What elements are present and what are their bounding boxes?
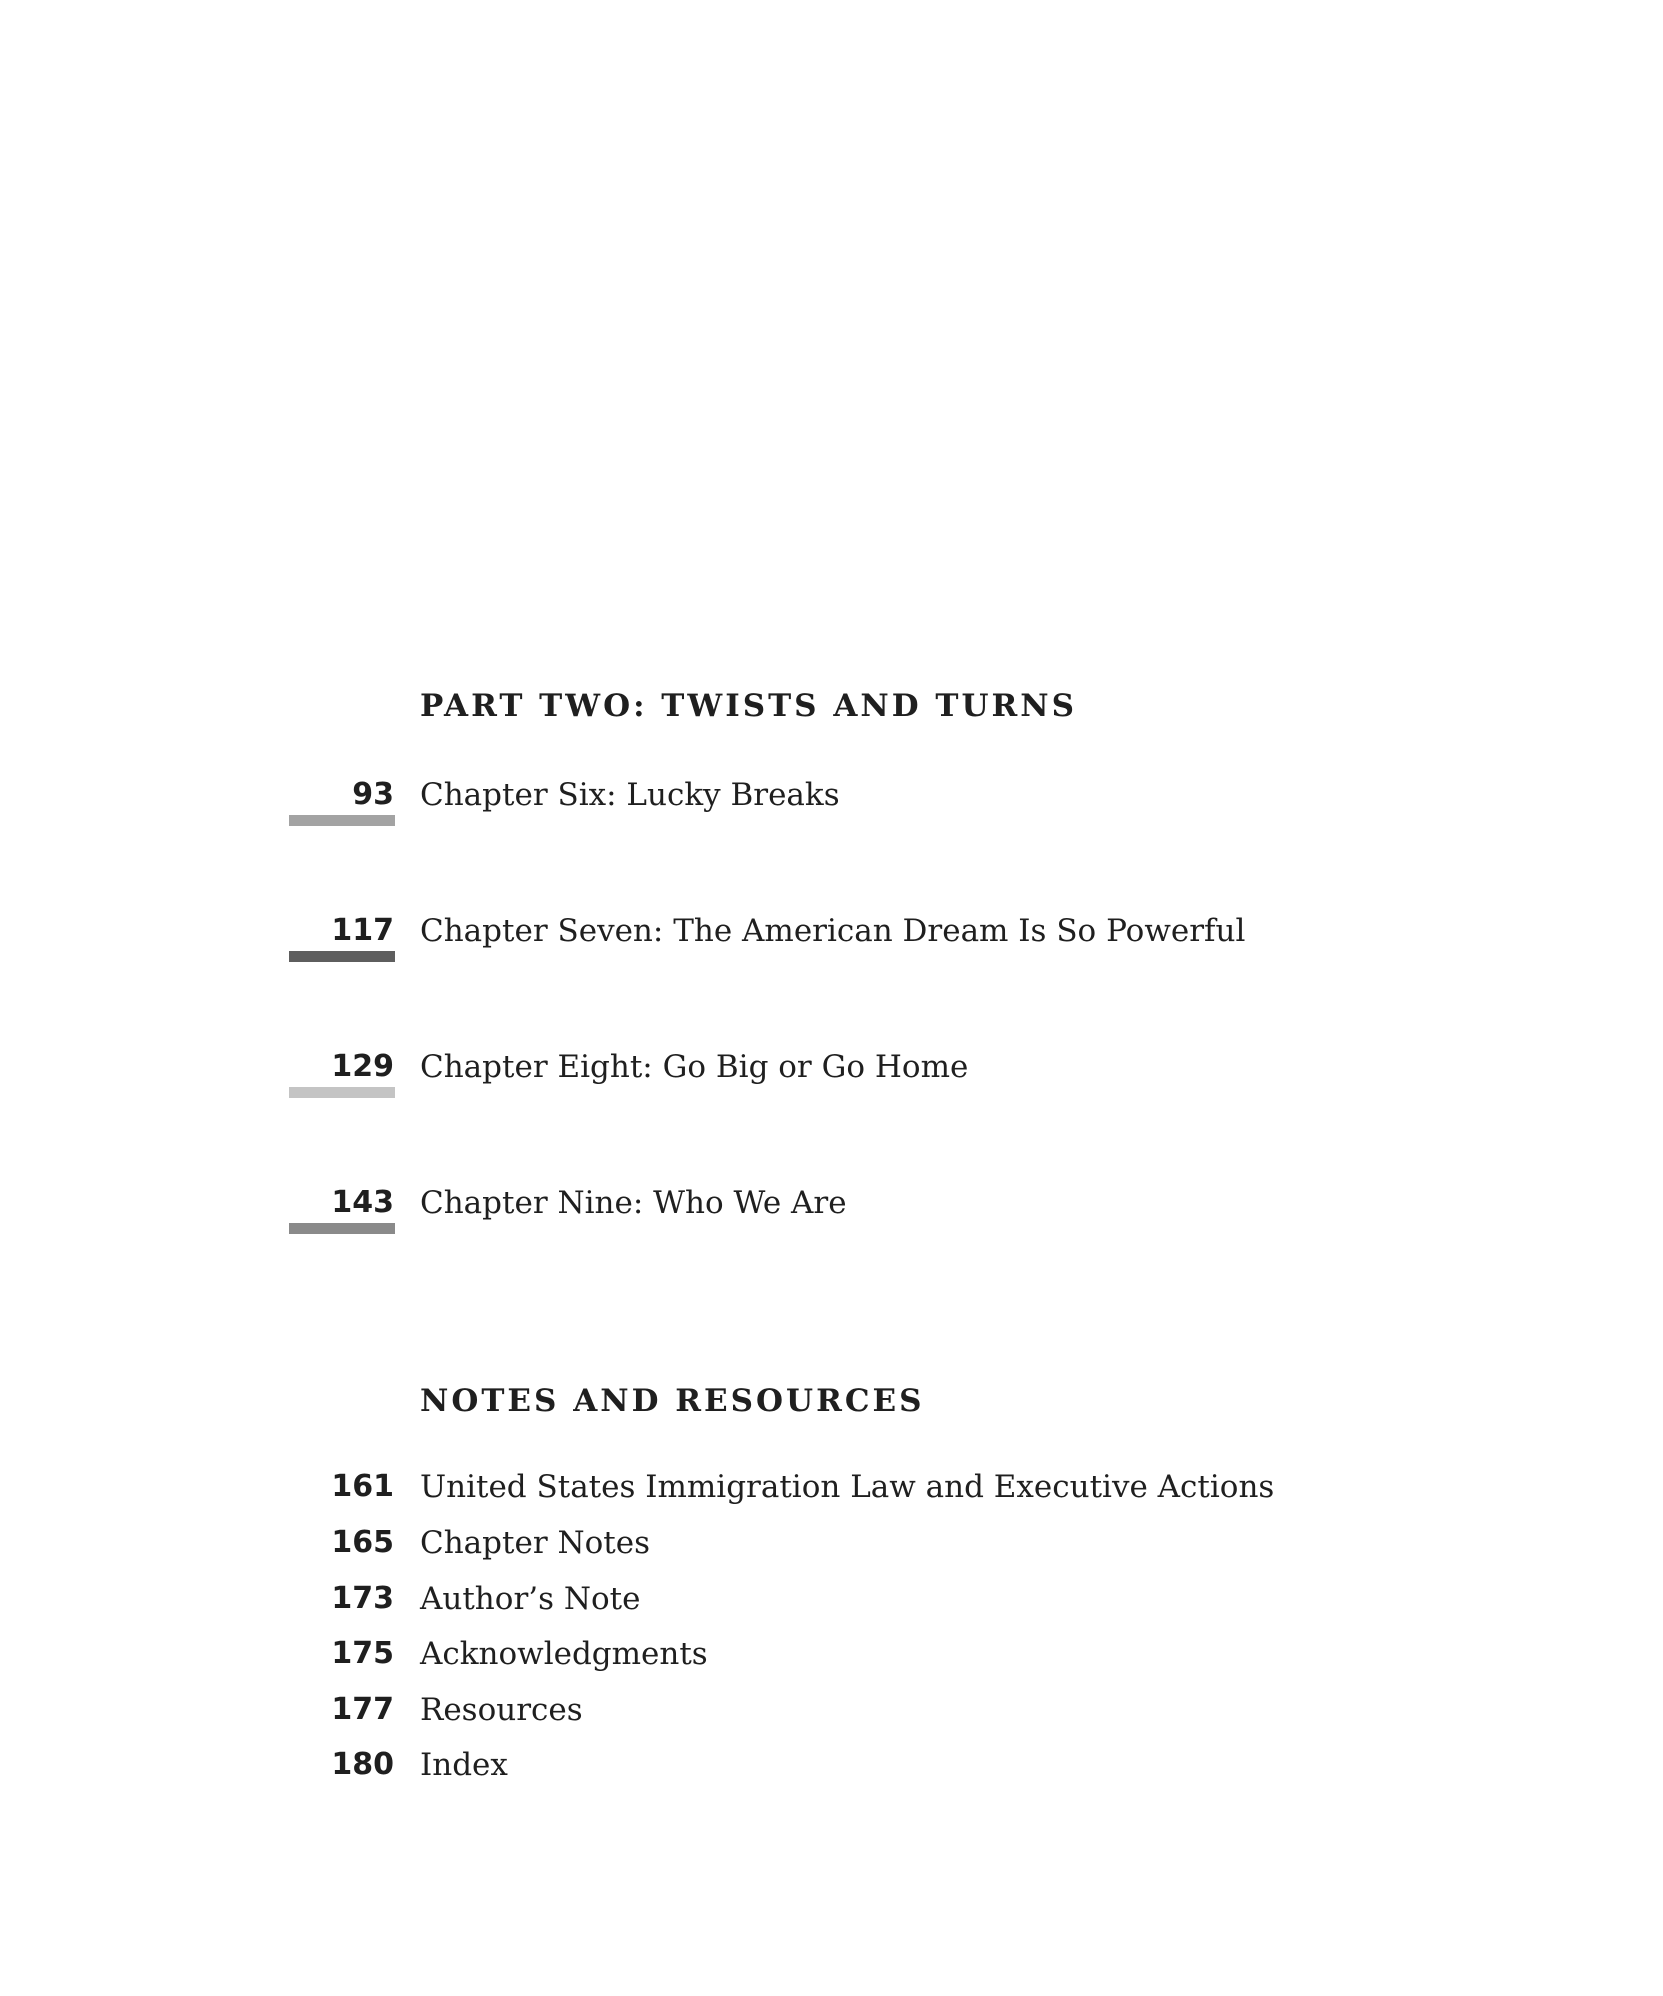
page-number: 117 — [331, 913, 394, 948]
page-number: 177 — [331, 1692, 394, 1727]
toc-entry-immigration-law[interactable] — [0, 1467, 1663, 1517]
page-number: 180 — [331, 1747, 394, 1782]
page-number: 175 — [331, 1636, 394, 1671]
page-number: 129 — [331, 1049, 394, 1084]
page-number: 143 — [331, 1185, 394, 1220]
page-number: 165 — [331, 1525, 394, 1560]
toc-entry-authors-note[interactable] — [0, 1579, 1663, 1629]
toc-entry-resources[interactable] — [0, 1690, 1663, 1740]
chapter-title[interactable]: Chapter Six: Lucky Breaks — [420, 777, 840, 813]
entry-title[interactable]: Index — [420, 1747, 508, 1783]
page-number: 161 — [331, 1469, 394, 1504]
toc-entry-acknowledgments[interactable] — [0, 1634, 1663, 1684]
entry-title[interactable]: Author’s Note — [420, 1581, 641, 1617]
part-two-heading: PART TWO: TWISTS AND TURNS — [420, 688, 1077, 724]
toc-entry-index[interactable] — [0, 1745, 1663, 1795]
toc-entry-chapter-six[interactable] — [0, 775, 1663, 825]
toc-entry-chapter-nine[interactable] — [0, 1183, 1663, 1233]
chapter-color-bar — [289, 951, 395, 962]
chapter-title[interactable]: Chapter Eight: Go Big or Go Home — [420, 1049, 969, 1085]
chapter-title[interactable]: Chapter Seven: The American Dream Is So Powerful — [420, 913, 1246, 949]
toc-entry-chapter-eight[interactable] — [0, 1047, 1663, 1097]
chapter-title[interactable]: Chapter Nine: Who We Are — [420, 1185, 847, 1221]
entry-title[interactable]: United States Immigration Law and Executive Actions — [420, 1469, 1275, 1505]
toc-entry-chapter-notes[interactable] — [0, 1523, 1663, 1573]
toc-entry-chapter-seven[interactable] — [0, 911, 1663, 961]
page-number: 93 — [352, 777, 394, 812]
entry-title[interactable]: Acknowledgments — [420, 1636, 708, 1672]
page-number: 173 — [331, 1581, 394, 1616]
chapter-color-bar — [289, 1087, 395, 1098]
notes-and-resources-heading: NOTES AND RESOURCES — [420, 1383, 925, 1419]
entry-title[interactable]: Resources — [420, 1692, 583, 1728]
chapter-color-bar — [289, 815, 395, 826]
chapter-color-bar — [289, 1223, 395, 1234]
entry-title[interactable]: Chapter Notes — [420, 1525, 650, 1561]
